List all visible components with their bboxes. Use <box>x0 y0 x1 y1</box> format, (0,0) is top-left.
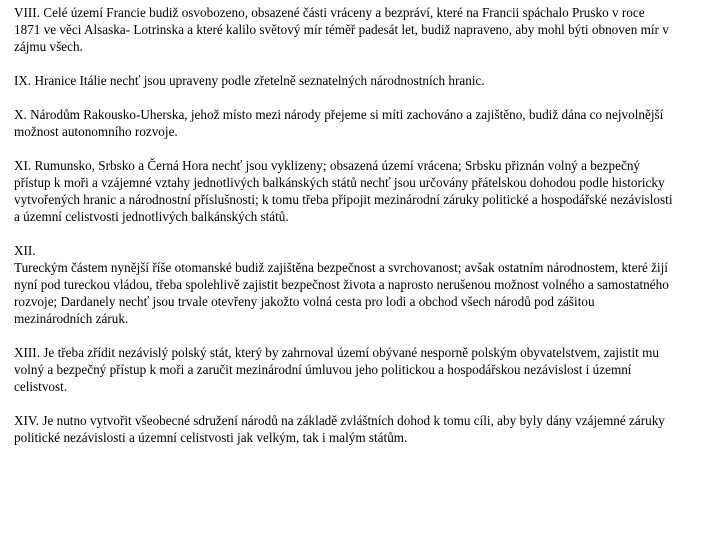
document-body <box>14 4 714 463</box>
text-line: Tureckým částem nynější říše otomanské budiž zajištěna bezpečnost a svrchovanost; avšak ostatním národnostem, které žijí <box>14 260 668 275</box>
text-line: celistvost. <box>14 379 68 394</box>
text-line: vytvořených hranic a národnostní příslušnosti; k tomu třeba připojit mezinárodní záruky politické a hospodářské nezávislosti <box>14 192 673 207</box>
text-line: volný a bezpečný přístup k moři a zaručit mezinárodní úmluvou jeho politickou a hospodářskou nezávislost i územní <box>14 362 632 377</box>
paragraph-point-14 <box>14 412 714 446</box>
paragraph-point-12 <box>14 242 714 327</box>
paragraph-point-11 <box>14 157 714 225</box>
text-line: přístup k moři a vzájemné vztahy jednotlivých balkánských států nechť jsou určovány přátelskou dohodou podle historicky <box>14 175 665 190</box>
text-line: nyní pod tureckou vládou, třeba spolehlivě zajistit bezpečnost života a naprosto nerušenou možnost volného a samostatného <box>14 277 669 292</box>
text-line: XII. <box>14 243 36 258</box>
text-line: 1871 ve věci Alsaska- Lotrinska a které kalilo světový mír téměř padesát let, budiž napraveno, aby mohl býti obnoven mír v <box>14 22 669 37</box>
text-line: politické nezávislosti a územní celistvosti jak velkým, tak i malým státům. <box>14 430 408 445</box>
text-line: X. Národům Rakousko-Uherska, jehož místo mezi národy přejeme si míti zachováno a zajištěno, budiž dána co nejvolnější <box>14 107 664 122</box>
text-line: a územní celistvosti jednotlivých balkánských států. <box>14 209 289 224</box>
text-line: zájmu všech. <box>14 39 83 54</box>
text-line: XIV. Je nutno vytvořit všeobecné sdružení národů na základě zvláštních dohod k tomu cíli, aby byly dány vzájemné záruky <box>14 413 665 428</box>
text-line: XIII. Je třeba zřídit nezávislý polský stát, který by zahrnoval území obývané nesporně polským obyvatelstvem, zajistit mu <box>14 345 659 360</box>
paragraph-point-13 <box>14 344 714 395</box>
text-line: rozvoje; Dardanely nechť jsou trvale otevřeny jakožto volná cesta pro lodi a obchod všech národů pod zášitou <box>14 294 595 309</box>
text-line: VIII. Celé území Francie budiž osvobozeno, obsazené části vráceny a bezpráví, které na Francii spáchalo Prusko v roce <box>14 5 645 20</box>
paragraph-point-10 <box>14 106 714 140</box>
text-line: možnost autonomního rozvoje. <box>14 124 178 139</box>
paragraph-point-8 <box>14 4 714 55</box>
text-line: XI. Rumunsko, Srbsko a Černá Hora nechť jsou vyklizeny; obsazená území vrácena; Srbsku přiznán volný a bezpečný <box>14 158 641 173</box>
text-line: IX. Hranice Itálie nechť jsou upraveny podle zřetelně seznatelných národnostních hranic. <box>14 73 485 88</box>
paragraph-point-9 <box>14 72 714 89</box>
text-line: mezinárodních záruk. <box>14 311 129 326</box>
